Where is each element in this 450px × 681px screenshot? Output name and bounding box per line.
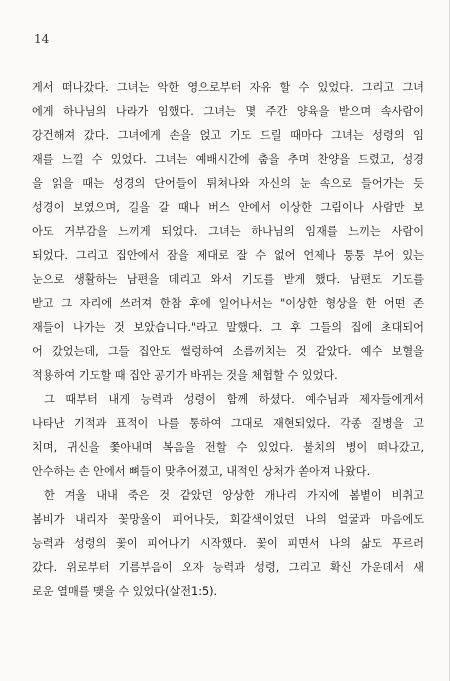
page-number: 14 [34, 32, 50, 46]
text-line: 로운 열매를 맺을 수 있었다(살전1:5). [32, 585, 218, 598]
body-text [32, 76, 424, 604]
text-line: 어 갔었는데, 그들 집안도 썰렁하여 소름끼치는 것 같았다. 예수 보혈을 [32, 345, 424, 358]
text-line: 강건해져 갔다. 그녀에게 손을 얹고 기도 드릴 때마다 그녀는 성령의 임 [32, 129, 424, 142]
text-line: 나타난 기적과 표적이 나를 통하여 그대로 재현되었다. 각종 질병을 고 [32, 417, 424, 430]
text-line: 눈으로 생활하는 남편을 데리고 와서 기도를 받게 했다. 남편도 기도를 [32, 273, 424, 286]
text-line: 에게 하나님의 나라가 임했다. 그녀는 몇 주간 양육을 받으며 속사람이 [32, 105, 424, 118]
text-line: 받고 그 자리에 쓰러져 한참 후에 일어나서는 "이상한 형상을 한 어떤 존 [32, 297, 424, 310]
text-line: 게서 떠나갔다. 그녀는 악한 영으로부터 자유 할 수 있었다. 그리고 그녀 [32, 81, 424, 94]
text-line: 재들이 나가는 것 보았습니다."라고 말했다. 그 후 그들의 집에 초대되어 [32, 321, 424, 334]
text-line: 아도 거부감을 느끼게 되었다. 그녀는 하나님의 임재를 느끼는 사람이 [32, 225, 424, 238]
paragraph-1 [32, 76, 424, 388]
text-line: 한 겨울 내내 죽은 것 같았던 앙상한 개나리 가지에 봄볕이 비취고 [44, 489, 424, 502]
text-line: 성경이 보였으며, 길을 갈 때나 버스 안에서 이상한 그림이나 사람만 보 [32, 201, 424, 214]
paragraph-3 [32, 484, 424, 604]
text-line: 능력과 성령의 꽃이 피어나기 시작했다. 꽃이 피면서 나의 삶도 푸르러 [32, 537, 424, 550]
paragraph-2 [32, 388, 424, 484]
text-line: 치며, 귀신을 쫓아내며 복음을 전할 수 있었다. 불치의 병이 떠나갔고, [32, 441, 424, 454]
text-line: 재를 느낄 수 있었다. 그녀는 예배시간에 춤을 추며 찬양을 드렸고, 성경 [32, 153, 424, 166]
text-line: 적용하여 기도할 때 집안 공기가 바뀌는 것을 체험할 수 있었다. [32, 369, 338, 382]
text-line: 그 때부터 내게 능력과 성령이 함께 하셨다. 예수님과 제자들에게서 [44, 393, 424, 406]
text-line: 봄비가 내리자 꽃망울이 피어나듯, 회갈색이었던 나의 얼굴과 마음에도 [32, 513, 424, 526]
text-line: 갔다. 위로부터 기름부음이 오자 능력과 성령, 그리고 확신 가운데서 새 [32, 561, 424, 574]
text-line: 되었다. 그리고 집안에서 잠을 제대로 잘 수 없어 언제나 퉁퉁 부어 있는 [32, 249, 424, 262]
text-line: 을 읽을 때는 성경의 단어들이 튀쳐나와 자신의 눈 속으로 들어가는 듯 [32, 177, 424, 190]
text-line: 안수하는 손 안에서 뼈들이 맞추어졌고, 내적인 상처가 쏟아져 나왔다. [32, 465, 371, 478]
